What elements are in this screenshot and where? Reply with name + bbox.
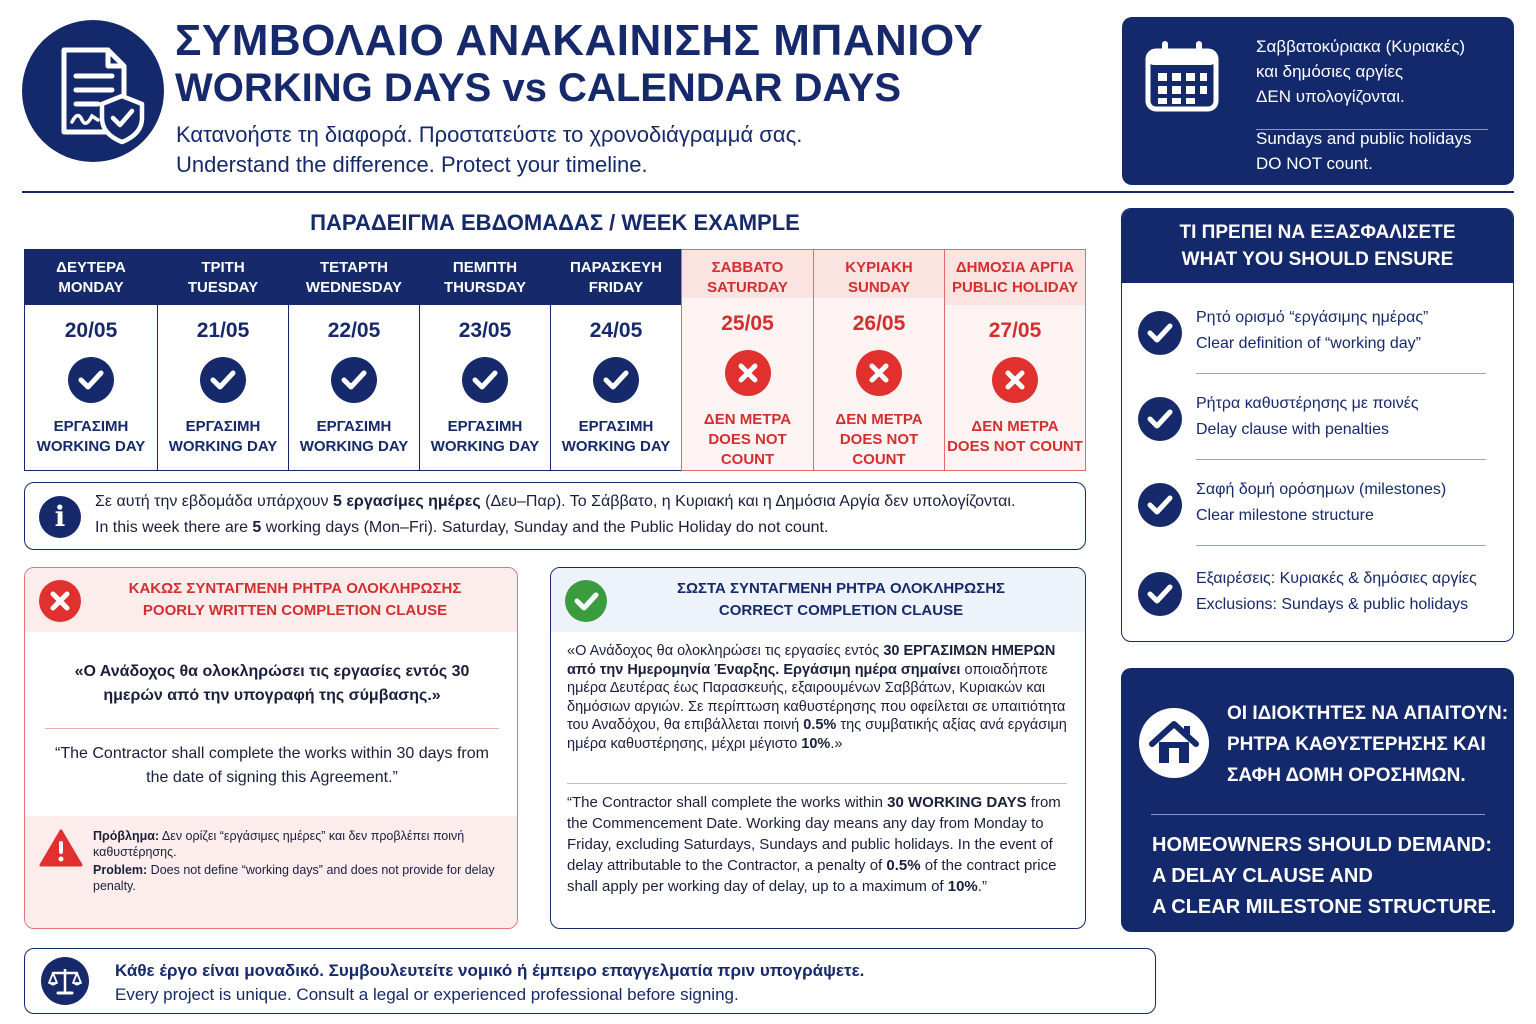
day-name-greek: ΔΕΥΤΕΡΑ bbox=[56, 259, 126, 276]
ensure-item-english: Exclusions: Sundays & public holidays bbox=[1196, 596, 1469, 613]
problem-english: Problem: Does not define “working days” and does not provide for delay penalty. bbox=[93, 863, 495, 893]
homeowners-greek-line-1: ΟΙ ΙΔΙΟΚΤΗΤΕΣ ΝΑ ΑΠΑΙΤΟΥΝ: bbox=[1227, 703, 1509, 724]
bad-clause-text-greek: «Ο Ανάδοχος θα ολοκληρώσει τις εργασίες εντός 30 ημερών από την υπογραφή της σύμβασης.» bbox=[74, 663, 470, 704]
day-header bbox=[158, 250, 288, 305]
day-status bbox=[37, 417, 146, 457]
day-name-english: FRIDAY bbox=[588, 279, 644, 296]
day-name-english: TUESDAY bbox=[187, 279, 259, 296]
calendar-icon bbox=[1144, 39, 1220, 115]
day-date: 24/05 bbox=[589, 319, 643, 342]
day-column bbox=[419, 249, 550, 471]
ensure-title-greek: ΤΙ ΠΡΕΠΕΙ ΝΑ ΕΞΑΣΦΑΛΙΣΕΤΕ bbox=[1179, 222, 1456, 243]
contract-shield-icon bbox=[22, 20, 164, 162]
day-status-english: WORKING DAY bbox=[168, 438, 278, 455]
day-status-english: WORKING DAY bbox=[561, 438, 671, 455]
x-icon bbox=[992, 357, 1038, 403]
check-icon bbox=[593, 357, 639, 403]
note-english-line-2: DO NOT count. bbox=[1256, 154, 1373, 173]
note-greek-line-3: ΔΕΝ υπολογίζονται. bbox=[1256, 87, 1405, 106]
day-name-greek: ΔΗΜΟΣΙΑ ΑΡΓΙΑ bbox=[955, 259, 1075, 276]
home-icon bbox=[1139, 708, 1209, 778]
good-clause-text-greek: «Ο Ανάδοχος θα ολοκληρώσει τις εργασίες εντός 30 ΕΡΓΑΣΙΜΩΝ ΗΜΕΡΩΝ από την Ημερομηνία Έναρξης. Εργάσιμη ημέρα σημαίνει οποιαδήποτε ημέρα Δευτέρας έως Παρασκευής, εξαιρουμένων Σαββάτων, Κυριακών και δημόσιων αργιών. Σε περίπτωση καθυστέρησης που οφείλεται σε υπαιτιότητα του Αναδόχου, θα επιβάλλεται ποινή 0.5% της συμβατικής αξίας ανά εργάσιμη ημέρα καθυστέρησης, μέχρι μέγιστο 10%.» bbox=[567, 643, 1067, 752]
note-greek-line-2: και δημόσιες αργίες bbox=[1256, 62, 1404, 81]
day-header bbox=[551, 250, 681, 305]
day-name-greek: ΠΕΜΠΤΗ bbox=[452, 259, 518, 276]
day-status-greek: ΕΡΓΑΣΙΜΗ bbox=[578, 418, 654, 435]
info-icon: i bbox=[39, 496, 81, 538]
ensure-checklist bbox=[1121, 208, 1514, 642]
bad-clause-divider bbox=[45, 728, 499, 729]
day-name-greek: ΤΡΙΤΗ bbox=[201, 259, 245, 276]
good-clause-card bbox=[550, 567, 1086, 929]
day-column bbox=[550, 249, 681, 471]
x-icon bbox=[856, 350, 902, 396]
day-status bbox=[682, 410, 813, 470]
bad-clause-title-english: POORLY WRITTEN COMPLETION CLAUSE bbox=[142, 602, 448, 619]
homeowners-english-line-3: A CLEAR MILESTONE STRUCTURE. bbox=[1152, 896, 1497, 918]
day-date: 23/05 bbox=[458, 319, 512, 342]
homeowners-english-line-1: HOMEOWNERS SHOULD DEMAND: bbox=[1152, 834, 1492, 856]
ensure-header bbox=[1122, 209, 1513, 283]
day-column bbox=[813, 249, 944, 471]
day-date: 27/05 bbox=[988, 319, 1042, 342]
homeowners-divider bbox=[1151, 814, 1485, 815]
day-status bbox=[947, 417, 1083, 457]
homeowners-demand-box bbox=[1121, 668, 1514, 932]
day-header bbox=[289, 250, 419, 305]
ensure-divider bbox=[1196, 459, 1486, 460]
day-status-greek: ΕΡΓΑΣΙΜΗ bbox=[185, 418, 261, 435]
subtitle-greek: Κατανοήστε τη διαφορά. Προστατεύστε το χρονοδιάγραμμά σας. bbox=[176, 122, 803, 147]
day-date: 20/05 bbox=[64, 319, 118, 342]
ensure-item-greek: Ρήτρα καθυστέρησης με ποινές bbox=[1196, 395, 1419, 412]
day-name-greek: ΚΥΡΙΑΚΗ bbox=[845, 259, 913, 276]
check-icon bbox=[68, 357, 114, 403]
day-column bbox=[681, 249, 813, 471]
ensure-item-english: Delay clause with penalties bbox=[1196, 421, 1389, 438]
ensure-item bbox=[1138, 475, 1498, 535]
bad-clause-title-greek: ΚΑΚΩΣ ΣΥΝΤΑΓΜΕΝΗ ΡΗΤΡΑ ΟΛΟΚΛΗΡΩΣΗΣ bbox=[128, 580, 462, 597]
problem-greek: Πρόβλημα: Δεν ορίζει “εργάσιμες ημέρες” και δεν προβλέπει ποινή καθυστέρησης. bbox=[93, 829, 465, 859]
info-english: In this week there are 5 working days (Mon–Fri). Saturday, Sunday and the Public Holiday do not count. bbox=[95, 519, 829, 536]
day-name-english: WEDNESDAY bbox=[305, 279, 403, 296]
day-name-greek: ΠΑΡΑΣΚΕΥΗ bbox=[569, 259, 663, 276]
day-column bbox=[157, 249, 288, 471]
ensure-divider bbox=[1196, 373, 1486, 374]
good-clause-title-greek: ΣΩΣΤΑ ΣΥΝΤΑΓΜΕΝΗ ΡΗΤΡΑ ΟΛΟΚΛΗΡΩΣΗΣ bbox=[676, 580, 1006, 597]
day-name-english: MONDAY bbox=[58, 279, 124, 296]
ensure-item-english: Clear definition of “working day” bbox=[1196, 335, 1421, 352]
warning-icon bbox=[39, 828, 83, 868]
problem-note bbox=[25, 816, 517, 929]
day-status-english: WORKING DAY bbox=[299, 438, 409, 455]
day-status bbox=[562, 417, 671, 457]
check-icon bbox=[1138, 397, 1182, 441]
day-status-greek: ΕΡΓΑΣΙΜΗ bbox=[447, 418, 523, 435]
ensure-item bbox=[1138, 389, 1498, 449]
day-status bbox=[300, 417, 409, 457]
day-name-english: PUBLIC HOLIDAY bbox=[951, 279, 1079, 296]
disclaimer-greek: Κάθε έργο είναι μοναδικό. Συμβουλευτείτε νομικό ή έμπειρο επαγγελματία πριν υπογράψετε. bbox=[115, 961, 865, 980]
day-status-english: WORKING DAY bbox=[36, 438, 146, 455]
subtitle-english: Understand the difference. Protect your timeline. bbox=[176, 152, 648, 177]
day-status bbox=[814, 410, 944, 470]
ensure-item-greek: Εξαιρέσεις: Κυριακές & δημόσιες αργίες bbox=[1196, 570, 1477, 587]
day-name-english: SUNDAY bbox=[848, 279, 910, 296]
x-icon bbox=[725, 350, 771, 396]
day-date: 26/05 bbox=[852, 312, 906, 335]
day-header bbox=[682, 250, 813, 298]
info-greek: Σε αυτή την εβδομάδα υπάρχουν 5 εργασίμες ημέρες (Δευ–Παρ). Το Σάββατο, η Κυριακή και η Δημόσια Αργία δεν υπολογίζονται. bbox=[95, 493, 1016, 510]
note-greek-line-1: Σαββατοκύριακα (Κυριακές) bbox=[1256, 37, 1466, 56]
ensure-item-greek: Ρητό ορισμό “εργάσιμης ημέρας” bbox=[1196, 309, 1429, 326]
ensure-divider bbox=[1196, 545, 1486, 546]
good-clause-header bbox=[551, 568, 1085, 632]
disclaimer-english: Every project is unique. Consult a legal or experienced professional before signing. bbox=[115, 985, 739, 1004]
week-calendar bbox=[24, 249, 1086, 471]
good-clause-title-english: CORRECT COMPLETION CLAUSE bbox=[718, 602, 964, 619]
day-status-greek: ΕΡΓΑΣΙΜΗ bbox=[316, 418, 392, 435]
day-column bbox=[288, 249, 419, 471]
day-date: 25/05 bbox=[721, 312, 774, 335]
ensure-item-english: Clear milestone structure bbox=[1196, 507, 1374, 524]
ensure-item bbox=[1138, 303, 1498, 363]
day-status-greek: ΔΕΝ ΜΕΤΡΑ bbox=[835, 411, 923, 428]
scales-icon bbox=[41, 957, 89, 1005]
disclaimer-footer bbox=[24, 948, 1156, 1014]
good-clause-divider bbox=[567, 783, 1067, 784]
ensure-item bbox=[1138, 564, 1498, 624]
note-english-line-1: Sundays and public holidays bbox=[1256, 129, 1472, 148]
day-status-english: DOES NOT COUNT bbox=[708, 431, 787, 468]
day-status-english: DOES NOT COUNT bbox=[839, 431, 919, 468]
bad-clause-text-english: “The Contractor shall complete the works within 30 days from the date of signing this Agreement.” bbox=[55, 745, 489, 786]
check-icon bbox=[1138, 572, 1182, 616]
day-header bbox=[945, 250, 1085, 305]
day-status-english: WORKING DAY bbox=[430, 438, 540, 455]
day-header bbox=[814, 250, 944, 298]
day-column bbox=[24, 249, 157, 471]
day-name-greek: ΤΕΤΑΡΤΗ bbox=[319, 259, 389, 276]
check-icon bbox=[1138, 483, 1182, 527]
day-status bbox=[431, 417, 540, 457]
error-x-icon bbox=[39, 580, 81, 622]
day-date: 22/05 bbox=[327, 319, 381, 342]
holiday-note-box bbox=[1122, 17, 1514, 185]
day-name-greek: ΣΑΒΒΑΤΟ bbox=[711, 259, 784, 276]
homeowners-greek-line-2: ΡΗΤΡΑ ΚΑΘΥΣΤΕΡΗΣΗΣ ΚΑΙ bbox=[1227, 734, 1486, 755]
day-header bbox=[420, 250, 550, 305]
ensure-item-greek: Σαφή δομή ορόσημων (milestones) bbox=[1196, 481, 1447, 498]
day-name-english: SATURDAY bbox=[707, 279, 788, 296]
day-column bbox=[944, 249, 1086, 471]
bad-clause-header bbox=[25, 568, 517, 632]
bad-clause-card bbox=[24, 567, 518, 929]
check-icon bbox=[462, 357, 508, 403]
day-status bbox=[169, 417, 278, 457]
ensure-title-english: WHAT YOU SHOULD ENSURE bbox=[1181, 249, 1454, 270]
day-date: 21/05 bbox=[196, 319, 250, 342]
day-header bbox=[25, 250, 157, 305]
homeowners-english-line-2: A DELAY CLAUSE AND bbox=[1152, 865, 1373, 887]
good-clause-text-english: “The Contractor shall complete the works within 30 WORKING DAYS from the Commencement Date. Working day means any day from Monday to Friday, excluding Saturdays, Sundays and public holidays. In the event of delay attributable to the Contractor, a penalty of 0.5% of the contract price shall apply per working day of delay, up to a maximum of 10%.” bbox=[567, 794, 1061, 895]
header-divider bbox=[22, 191, 1514, 193]
check-icon bbox=[1138, 311, 1182, 355]
homeowners-english bbox=[1152, 830, 1496, 923]
week-example-title: ΠΑΡΑΔΕΙΓΜΑ ΕΒΔΟΜΑΔΑΣ / WEEK EXAMPLE bbox=[310, 210, 800, 235]
homeowners-greek bbox=[1227, 698, 1508, 791]
check-icon bbox=[331, 357, 377, 403]
week-info-bar bbox=[24, 482, 1086, 550]
page-title-greek: ΣΥΜΒΟΛΑΙΟ ΑΝΑΚΑΙΝΙΣΗΣ ΜΠΑΝΙΟΥ bbox=[175, 16, 984, 65]
check-icon bbox=[200, 357, 246, 403]
page-title-english: WORKING DAYS vs CALENDAR DAYS bbox=[175, 66, 902, 110]
day-status-greek: ΔΕΝ ΜΕΤΡΑ bbox=[971, 418, 1059, 435]
day-status-greek: ΕΡΓΑΣΙΜΗ bbox=[53, 418, 129, 435]
day-status-greek: ΔΕΝ ΜΕΤΡΑ bbox=[703, 411, 792, 428]
day-status-english: DOES NOT COUNT bbox=[947, 438, 1083, 455]
homeowners-greek-line-3: ΣΑΦΗ ΔΟΜΗ ΟΡΟΣΗΜΩΝ. bbox=[1227, 765, 1466, 786]
day-name-english: THURSDAY bbox=[444, 279, 526, 296]
success-check-icon bbox=[565, 580, 607, 622]
